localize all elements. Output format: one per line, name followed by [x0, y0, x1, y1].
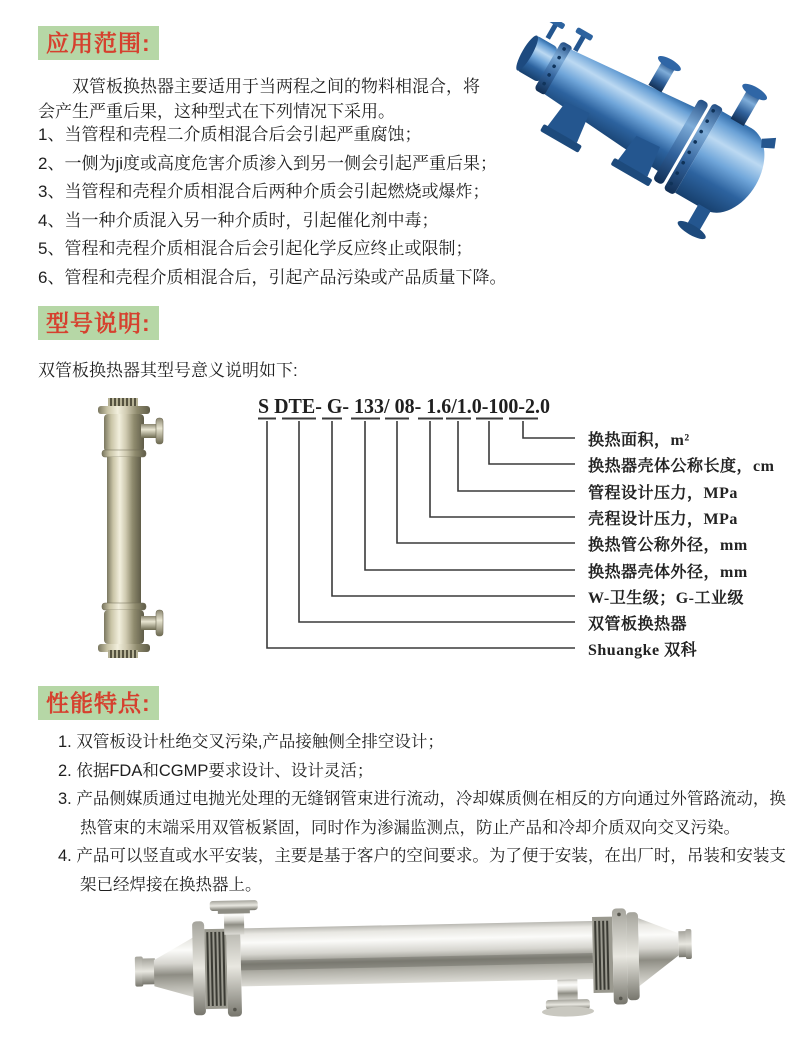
application-item: 4、当一种介质混入另一种介质时，引起催化剂中毒；: [38, 210, 439, 230]
application-section-title: 应用范围:: [38, 26, 159, 60]
feature-item: 1. 双管板设计杜绝交叉污染,产品接触侧全排空设计；: [58, 733, 444, 751]
feature-item: 2. 依据FDA和CGMP要求设计、设计灵活；: [58, 761, 374, 780]
legend-label-shell-length: 换热器壳体公称长度，cm: [588, 458, 775, 475]
model-subtitle: 双管板换热器其型号意义说明如下:: [38, 361, 298, 380]
horizontal-heat-exchanger-photo: [113, 895, 693, 1035]
features-list: [58, 728, 792, 899]
legend-label-shell-side-pressure: 壳程设计压力，MPa: [588, 511, 738, 528]
feature-item: 4. 产品可以竖直或水平安装，主要是基于客户的空间要求。为了便于安装，在出厂时，吊装和安装支架已经焊接在换热器上。: [58, 847, 786, 894]
model-section-title: 型号说明:: [38, 306, 159, 340]
legend-label-brand: Shuangke 双科: [588, 642, 698, 659]
application-intro: 双管板换热器主要适用于当两程之间的物料相混合，将会产生严重后果，这种型式在下列情况下采用。: [38, 77, 480, 121]
application-item: 5、管程和壳程介质相混合后会引起化学反应终止或限制；: [38, 239, 473, 258]
application-item: 6、管程和壳程介质相混合后，引起产品污染或产品质量下降。: [38, 267, 507, 287]
legend-label-tube-side-pressure: 管程设计压力，MPa: [588, 485, 738, 502]
model-code-diagram: [250, 390, 590, 660]
legend-label-tube-od: 换热管公称外径，mm: [588, 537, 748, 554]
vertical-heat-exchanger-photo: [92, 398, 172, 658]
legend-label-shell-od: 换热器壳体外径，mm: [588, 564, 748, 581]
application-item: 1、当管程和壳程二介质相混合后会引起严重腐蚀；: [38, 125, 422, 144]
model-code-text: S DTE- G- 133/ 08- 1.6/1.0-100-2.0: [258, 394, 550, 418]
legend-label-heat-area: 换热面积，m²: [588, 432, 690, 449]
blue-heat-exchanger-photo: [488, 22, 800, 244]
features-section-title: 性能特点:: [38, 686, 159, 720]
feature-item: 3. 产品侧媒质通过电抛光处理的无缝钢管束进行流动，冷却媒质侧在相反的方向通过外管路流动，换热管束的末端采用双管板紧固，同时作为渗漏监测点，防止产品和冷却介质双向交叉污染。: [58, 790, 786, 837]
legend-label-grade: W-卫生级；G-工业级: [588, 590, 745, 607]
application-list: [38, 121, 506, 292]
legend-label-product-type: 双管板换热器: [588, 616, 688, 633]
application-item: 2、一侧为ji度或高度危害介质渗入到另一侧会引起严重后果；: [38, 153, 498, 173]
application-item: 3、当管程和壳程介质相混合后两种介质会引起燃烧或爆炸；: [38, 182, 490, 201]
